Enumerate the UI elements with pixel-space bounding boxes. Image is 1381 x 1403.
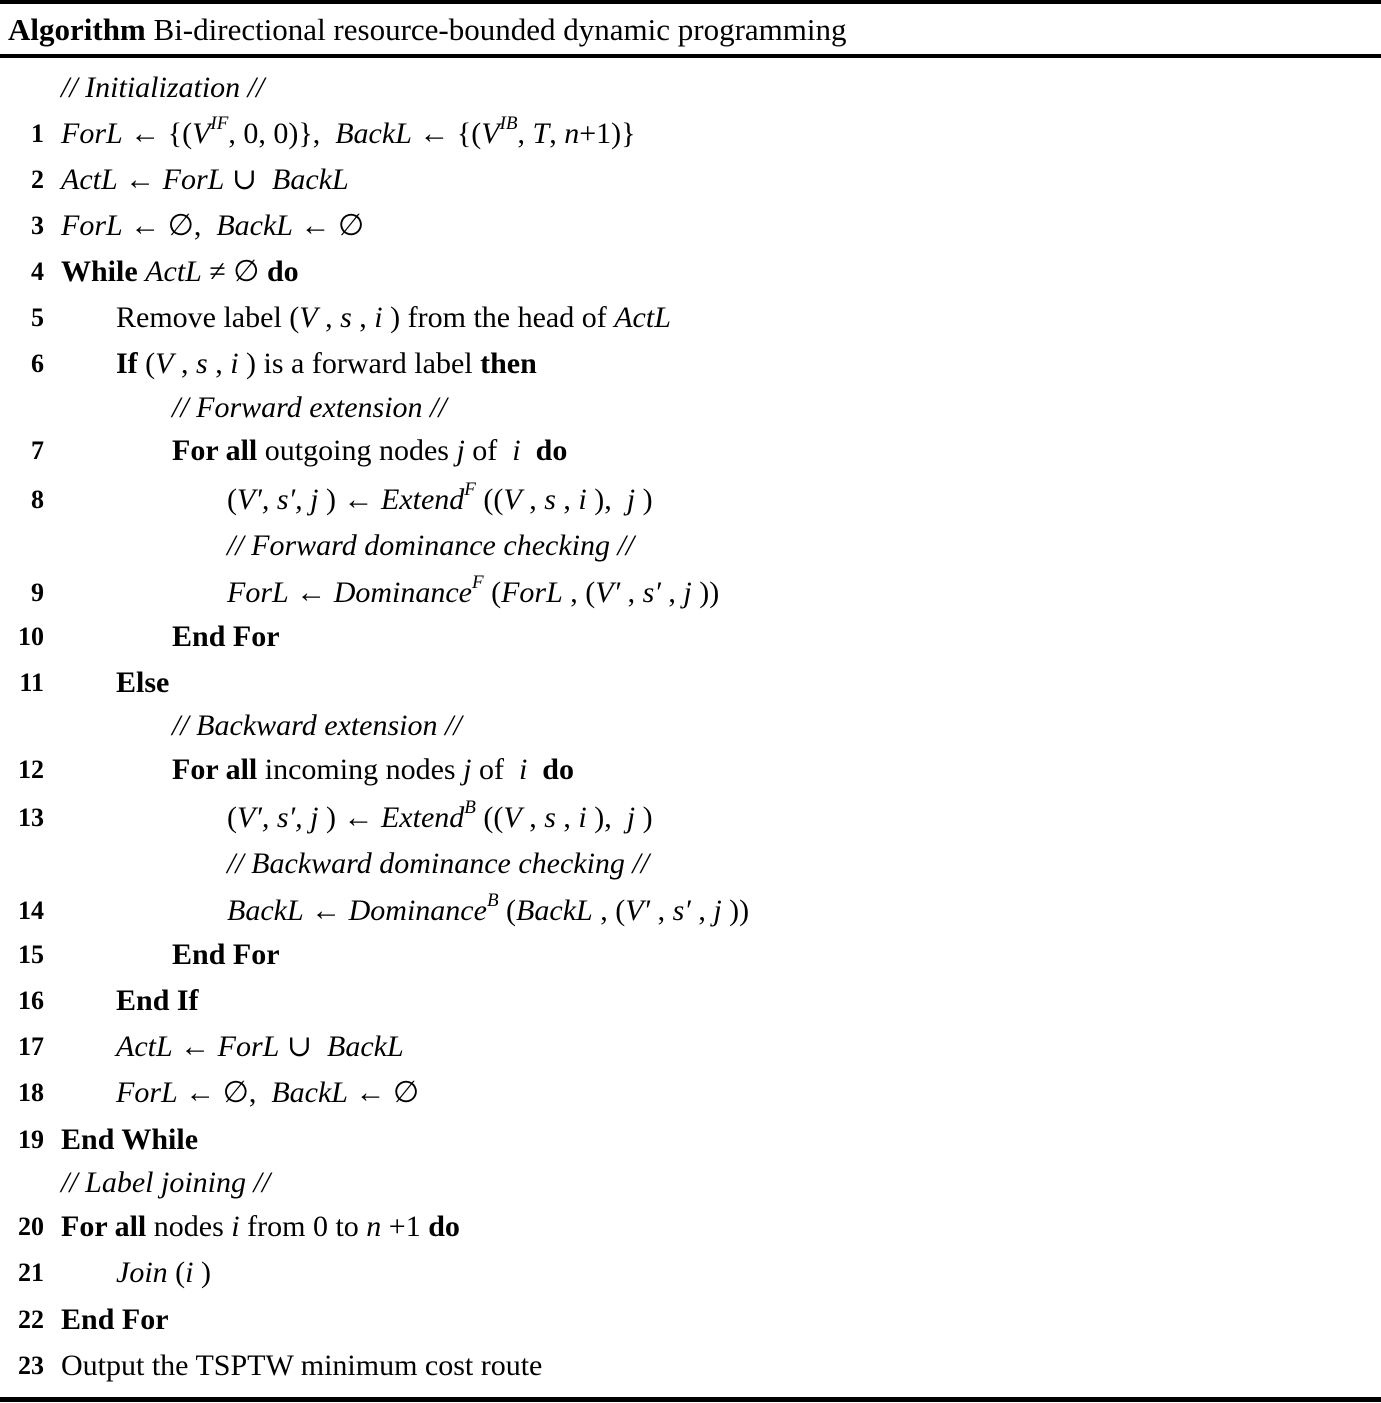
line-number: 17 xyxy=(18,1032,44,1061)
algorithm-line xyxy=(0,750,1381,790)
line-text: ActL ← ForL ∪ BackL xyxy=(61,163,349,196)
line-number: 7 xyxy=(31,436,44,465)
line-text: End For xyxy=(172,938,280,971)
algorithm-line xyxy=(0,160,1381,200)
line-text: Else xyxy=(116,666,170,699)
line-text: End While xyxy=(61,1123,199,1156)
algorithm-line xyxy=(0,1073,1381,1113)
algorithm-line xyxy=(0,1300,1381,1340)
algorithm-line xyxy=(0,798,1381,838)
line-text: ActL ← ForL ∪ BackL xyxy=(116,1030,404,1063)
line-text: // Initialization // xyxy=(61,71,265,104)
algorithm-line xyxy=(0,252,1381,292)
line-number: 15 xyxy=(18,940,44,969)
algorithm-title: Bi-directional resource-bounded dynamic programming xyxy=(153,12,847,47)
line-text: ForL ← ∅, BackL ← ∅ xyxy=(116,1076,420,1109)
algorithm-line xyxy=(0,206,1381,246)
algorithm-line xyxy=(0,981,1381,1021)
line-number: 22 xyxy=(18,1305,44,1334)
algorithm-line xyxy=(0,617,1381,657)
line-text: (V′, s′, j ) ← Extend$^B$ ((V , s , i ), j ) xyxy=(227,797,653,834)
algorithm-line xyxy=(0,573,1381,613)
line-number: 9 xyxy=(31,578,44,607)
algorithm-line xyxy=(0,1163,1381,1203)
line-text: For all outgoing nodes j of i do xyxy=(172,434,568,467)
line-text: // Forward extension // xyxy=(172,391,447,424)
top-rule xyxy=(0,0,1381,4)
algorithm-line xyxy=(0,431,1381,471)
bottom-rule xyxy=(0,1397,1381,1402)
algorithm-line xyxy=(0,1207,1381,1247)
line-text: While ActL ≠ ∅ do xyxy=(61,255,299,288)
line-text: End If xyxy=(116,984,199,1017)
line-text: ForL ← Dominance$^F$ (ForL , (V′ , s′ , j )) xyxy=(227,572,720,609)
line-text: Join (i ) xyxy=(116,1256,211,1289)
line-number: 11 xyxy=(19,668,44,697)
algorithm-line xyxy=(0,1027,1381,1067)
algorithm-line xyxy=(0,844,1381,884)
line-number: 19 xyxy=(18,1125,44,1154)
algorithm-line xyxy=(0,1346,1381,1386)
algorithm-line xyxy=(0,1253,1381,1293)
algorithm-header xyxy=(8,10,847,50)
line-text: BackL ← Dominance$^B$ (BackL , (V′ , s′ , j )) xyxy=(227,890,750,927)
line-number: 13 xyxy=(18,803,44,832)
line-text: End For xyxy=(172,620,280,653)
algorithm-line xyxy=(0,935,1381,975)
line-number: 16 xyxy=(18,986,44,1015)
line-number: 4 xyxy=(31,257,44,286)
line-text: // Forward dominance checking // xyxy=(227,529,635,562)
algorithm-line xyxy=(0,663,1381,703)
algorithm-line xyxy=(0,298,1381,338)
algorithm-line xyxy=(0,344,1381,384)
algorithm-line xyxy=(0,114,1381,154)
algorithm-line xyxy=(0,706,1381,746)
line-number: 1 xyxy=(31,119,44,148)
line-text: Remove label (V , s , i ) from the head of ActL xyxy=(116,301,671,334)
line-text: ForL ← ∅, BackL ← ∅ xyxy=(61,209,365,242)
algorithm-line xyxy=(0,68,1381,108)
line-text: Output the TSPTW minimum cost route xyxy=(61,1349,543,1382)
line-number: 18 xyxy=(18,1078,44,1107)
line-text: // Label joining // xyxy=(61,1166,271,1199)
line-number: 23 xyxy=(18,1351,44,1380)
line-text: For all incoming nodes j of i do xyxy=(172,753,574,786)
line-text: ForL ← {($V^{IF}$, 0, 0)}, BackL ← {($V^{IB}$, T, n+1)} xyxy=(61,113,636,150)
line-text: End For xyxy=(61,1303,169,1336)
line-text: (V′, s′, j ) ← Extend$^F$ ((V , s , i ), j ) xyxy=(227,479,653,516)
line-number: 20 xyxy=(18,1212,44,1241)
line-number: 3 xyxy=(31,211,44,240)
algorithm-keyword: Algorithm xyxy=(8,12,146,47)
line-text: // Backward dominance checking // xyxy=(227,847,650,880)
line-text: For all nodes i from 0 to n +1 do xyxy=(61,1210,460,1243)
line-number: 5 xyxy=(31,303,44,332)
line-number: 21 xyxy=(18,1258,44,1287)
header-rule xyxy=(0,54,1381,58)
algorithm-line xyxy=(0,526,1381,566)
line-text: If (V , s , i ) is a forward label then xyxy=(116,347,537,380)
line-number: 12 xyxy=(18,755,44,784)
line-text: // Backward extension // xyxy=(172,709,462,742)
algorithm-line xyxy=(0,388,1381,428)
algorithm-line xyxy=(0,480,1381,520)
line-number: 10 xyxy=(18,622,44,651)
line-number: 2 xyxy=(31,165,44,194)
line-number: 6 xyxy=(31,349,44,378)
line-number: 14 xyxy=(18,896,44,925)
algorithm-line xyxy=(0,891,1381,931)
line-number: 8 xyxy=(31,485,44,514)
algorithm-line xyxy=(0,1120,1381,1160)
